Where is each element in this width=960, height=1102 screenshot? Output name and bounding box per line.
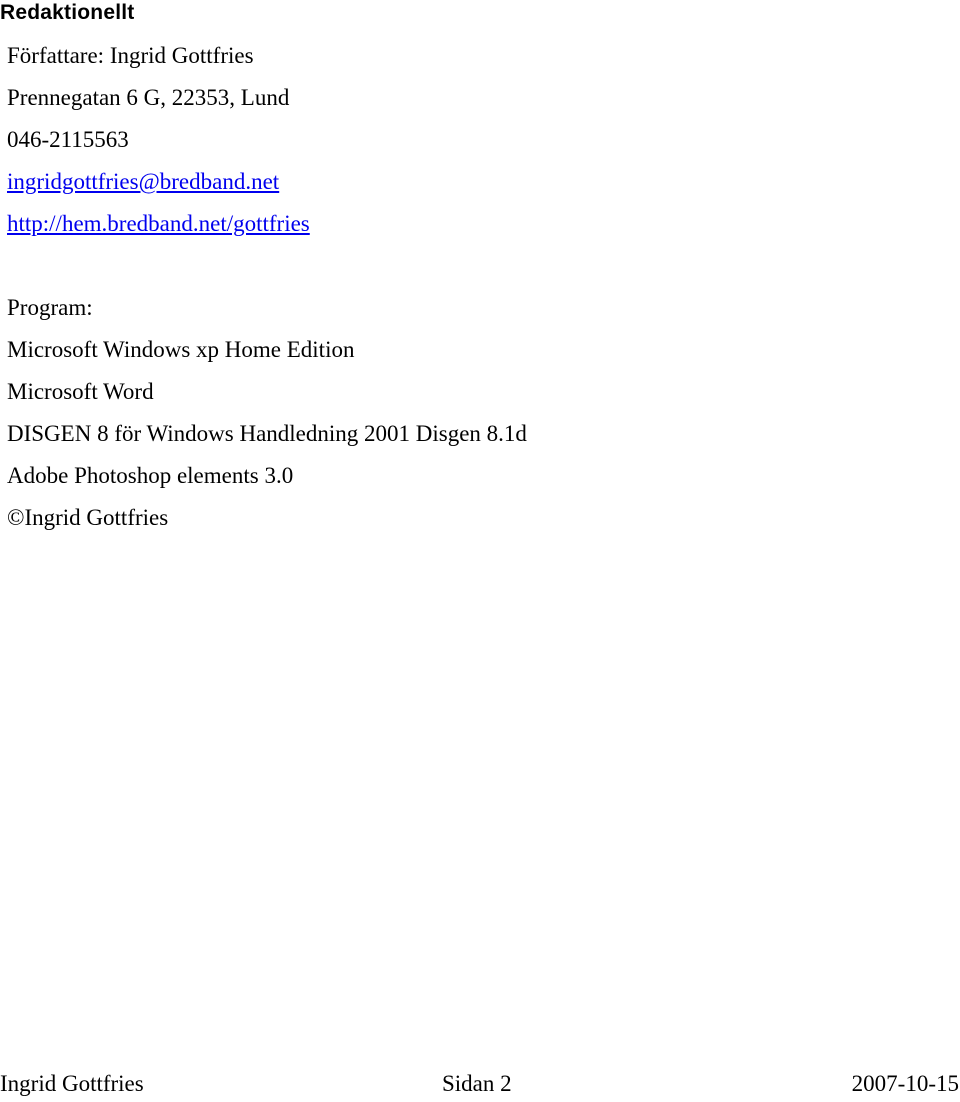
program-label: Program:: [7, 295, 93, 320]
page-heading: Redaktionellt: [0, 1, 135, 24]
website-link[interactable]: http://hem.bredband.net/gottfries: [7, 211, 310, 236]
program-item: Microsoft Windows xp Home Edition: [7, 337, 355, 362]
email-link[interactable]: ingridgottfries@bredband.net: [7, 169, 280, 194]
phone-line: 046-2115563: [7, 127, 129, 152]
program-item: Microsoft Word: [7, 379, 154, 404]
footer-author: Ingrid Gottfries: [0, 1071, 144, 1096]
copyright-line: ©Ingrid Gottfries: [7, 505, 169, 530]
footer-page-number: Sidan 2: [442, 1071, 512, 1096]
address-line: Prennegatan 6 G, 22353, Lund: [7, 85, 290, 110]
program-item: DISGEN 8 för Windows Handledning 2001 Disgen 8.1d: [7, 421, 527, 446]
program-item: Adobe Photoshop elements 3.0: [7, 463, 294, 488]
footer-date: 2007-10-15: [851, 1071, 959, 1096]
author-line: Författare: Ingrid Gottfries: [7, 43, 254, 68]
